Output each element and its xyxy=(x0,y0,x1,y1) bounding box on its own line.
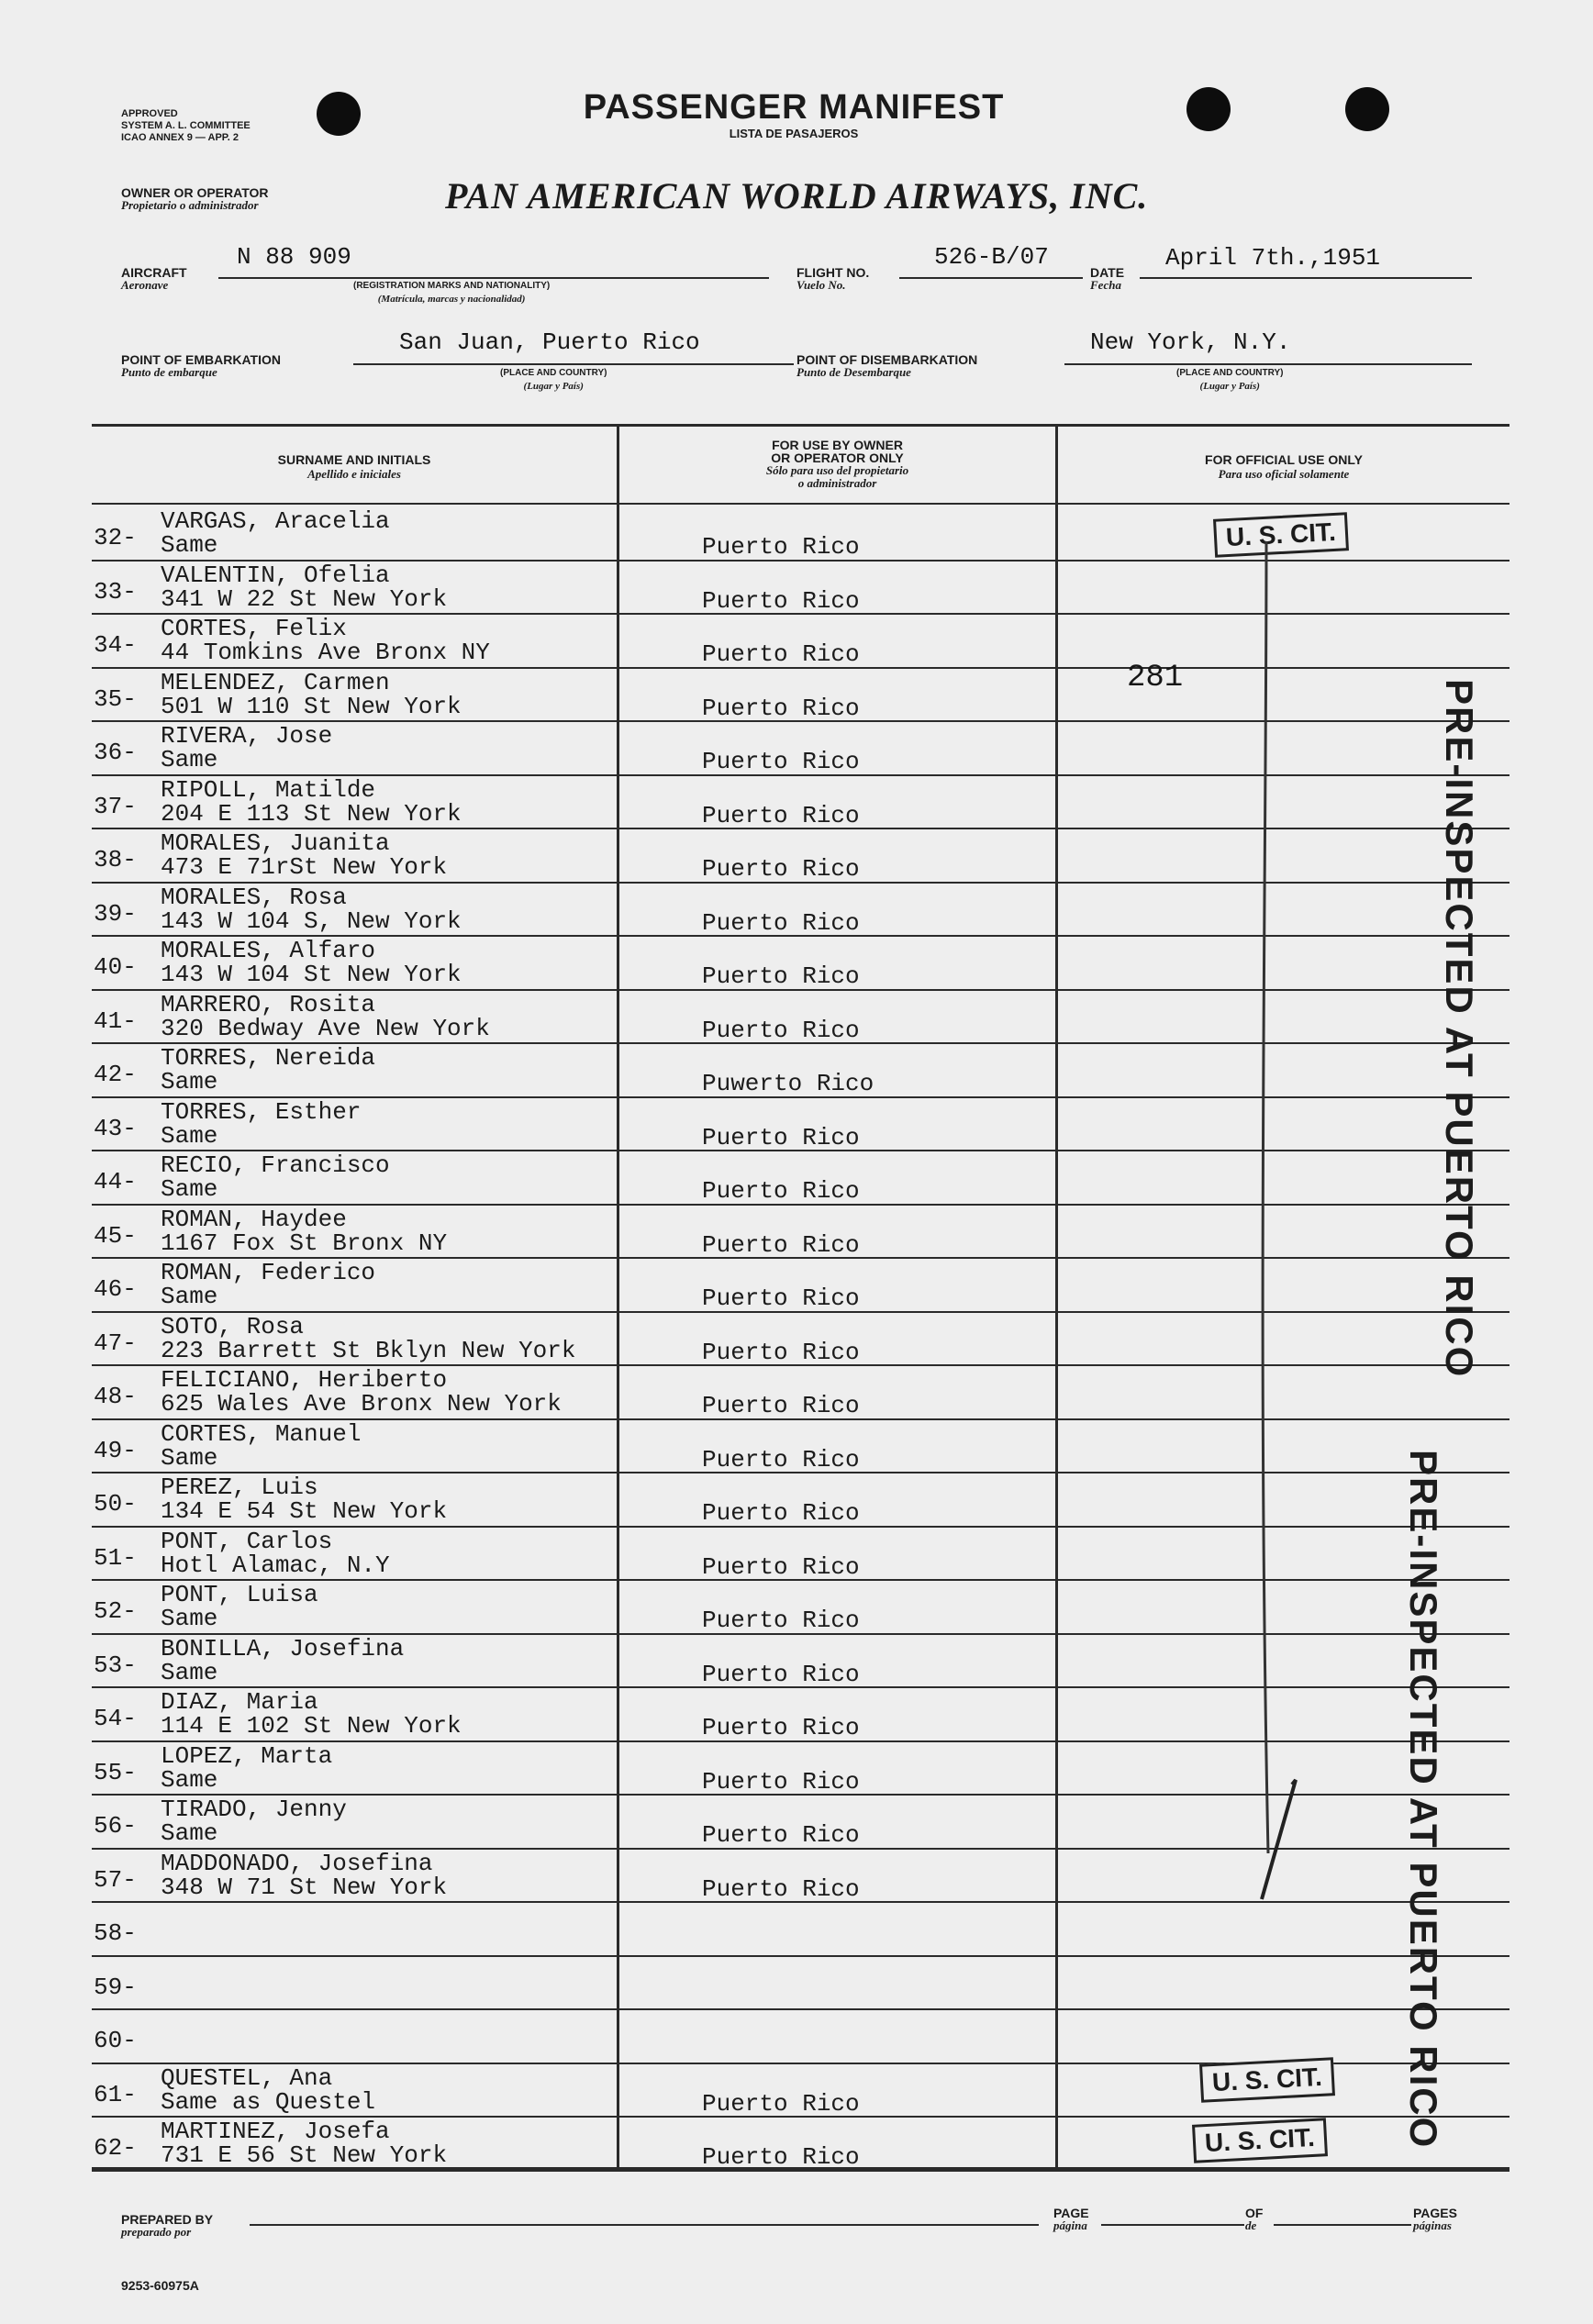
passenger-address: Same xyxy=(161,531,218,559)
passenger-address: 501 W 110 St New York xyxy=(161,693,462,720)
owner-label: OWNER OR OPERATOR Propietario o administrador xyxy=(121,185,269,212)
passenger-origin: Puerto Rico xyxy=(702,587,860,615)
row-number: 49- xyxy=(94,1437,137,1464)
passenger-address: Same xyxy=(161,1122,218,1150)
passenger-address: 341 W 22 St New York xyxy=(161,585,448,613)
row-rule xyxy=(92,1955,1509,1957)
passenger-origin: Puerto Rico xyxy=(702,802,860,829)
passenger-origin: Puerto Rico xyxy=(702,1875,860,1903)
row-number: 50- xyxy=(94,1490,137,1518)
passenger-origin: Puerto Rico xyxy=(702,1446,860,1473)
passenger-name: VALENTIN, Ofelia xyxy=(161,562,390,589)
row-number: 52- xyxy=(94,1597,137,1625)
passenger-origin: Puerto Rico xyxy=(702,1821,860,1849)
row-number: 62- xyxy=(94,2134,137,2162)
row-rule xyxy=(92,2008,1509,2010)
passenger-name: CORTES, Manuel xyxy=(161,1420,362,1448)
passenger-name: TIRADO, Jenny xyxy=(161,1796,347,1823)
passenger-origin: Puerto Rico xyxy=(702,1768,860,1796)
row-number: 47- xyxy=(94,1329,137,1357)
us-citizen-stamp: U. S. CIT. xyxy=(1213,512,1349,558)
passenger-name: MARTINEZ, Josefa xyxy=(161,2118,390,2145)
passenger-name: PONT, Luisa xyxy=(161,1581,318,1608)
row-number: 57- xyxy=(94,1866,137,1894)
passenger-name: TORRES, Esther xyxy=(161,1098,362,1126)
passenger-name: TORRES, Nereida xyxy=(161,1044,376,1072)
row-number: 60- xyxy=(94,2027,137,2054)
official-number: 281 xyxy=(1127,661,1184,695)
pages-label: PAGES páginas xyxy=(1413,2206,1457,2232)
passenger-address: Same xyxy=(161,746,218,773)
row-number: 36- xyxy=(94,739,137,766)
row-number: 37- xyxy=(94,793,137,820)
passenger-origin: Puerto Rico xyxy=(702,1607,860,1634)
passenger-name: DIAZ, Maria xyxy=(161,1688,318,1716)
passenger-origin: Puerto Rico xyxy=(702,1231,860,1259)
passenger-origin: Puerto Rico xyxy=(702,533,860,561)
passenger-address: Same xyxy=(161,1283,218,1310)
column-header-operator: FOR USE BY OWNER OR OPERATOR ONLY Sólo para uso del propietario o administrador xyxy=(765,438,909,490)
passenger-address: 320 Bedway Ave New York xyxy=(161,1015,490,1042)
passenger-origin: Puerto Rico xyxy=(702,1499,860,1527)
check-mark-stroke xyxy=(1055,514,1331,1908)
page-label: PAGE página xyxy=(1053,2206,1089,2232)
passenger-origin: Puerto Rico xyxy=(702,2090,860,2118)
passenger-name: FELICIANO, Heriberto xyxy=(161,1366,448,1394)
passenger-name: RECIO, Francisco xyxy=(161,1151,390,1179)
passenger-address: 204 E 113 St New York xyxy=(161,800,462,828)
embarkation-value: San Juan, Puerto Rico xyxy=(399,328,700,356)
row-number: 40- xyxy=(94,953,137,981)
page-subtitle: LISTA DE PASAJEROS xyxy=(729,127,859,140)
passenger-origin: Puerto Rico xyxy=(702,1339,860,1366)
row-number: 55- xyxy=(94,1759,137,1786)
passenger-address: Same xyxy=(161,1444,218,1472)
row-number: 56- xyxy=(94,1812,137,1840)
passenger-address: 114 E 102 St New York xyxy=(161,1712,462,1740)
column-header-surname: SURNAME AND INITIALS Apellido e iniciales xyxy=(277,452,431,481)
date-label: DATE Fecha xyxy=(1090,265,1125,292)
passenger-address: Same xyxy=(161,1659,218,1686)
punch-hole xyxy=(1345,87,1389,131)
place-caption: (PLACE AND COUNTRY) (Lugar y País) xyxy=(1176,368,1284,392)
row-number: 51- xyxy=(94,1544,137,1572)
passenger-name: ROMAN, Federico xyxy=(161,1259,376,1286)
aircraft-label: AIRCRAFT Aeronave xyxy=(121,265,187,292)
passenger-name: MORALES, Alfaro xyxy=(161,937,376,964)
row-number: 58- xyxy=(94,1919,137,1947)
passenger-name: MARRERO, Rosita xyxy=(161,991,376,1018)
passenger-name: MADDONADO, Josefina xyxy=(161,1850,433,1877)
passenger-address: 143 W 104 S, New York xyxy=(161,907,462,935)
passenger-address: Same xyxy=(161,1175,218,1203)
row-number: 53- xyxy=(94,1651,137,1679)
date-value: April 7th.,1951 xyxy=(1165,244,1381,272)
of-label: OF de xyxy=(1245,2206,1264,2232)
disembarkation-value: New York, N.Y. xyxy=(1090,328,1291,356)
passenger-origin: Puerto Rico xyxy=(702,1017,860,1044)
row-number: 43- xyxy=(94,1115,137,1142)
punch-hole xyxy=(317,92,361,136)
row-number: 41- xyxy=(94,1007,137,1035)
passenger-name: RIPOLL, Matilde xyxy=(161,776,376,804)
passenger-name: ROMAN, Haydee xyxy=(161,1206,347,1233)
passenger-address: 44 Tomkins Ave Bronx NY xyxy=(161,639,490,666)
passenger-address: 143 W 104 St New York xyxy=(161,961,462,988)
row-number: 48- xyxy=(94,1383,137,1410)
passenger-name: PEREZ, Luis xyxy=(161,1473,318,1501)
row-number: 45- xyxy=(94,1222,137,1250)
passenger-origin: Puerto Rico xyxy=(702,1124,860,1151)
form-code: 9253-60975A xyxy=(121,2278,199,2293)
aircraft-value: N 88 909 xyxy=(237,243,351,271)
row-number: 38- xyxy=(94,846,137,873)
passenger-address: Same xyxy=(161,1766,218,1794)
row-number: 32- xyxy=(94,524,137,551)
passenger-address: Same xyxy=(161,1819,218,1847)
passenger-address: Same as Questel xyxy=(161,2088,376,2116)
row-number: 33- xyxy=(94,578,137,606)
registration-caption: (REGISTRATION MARKS AND NATIONALITY) (Matrícula, marcas y nacionalidad) xyxy=(353,281,551,305)
passenger-name: PONT, Carlos xyxy=(161,1528,333,1555)
passenger-address: 625 Wales Ave Bronx New York xyxy=(161,1390,562,1418)
row-number: 59- xyxy=(94,1974,137,2001)
passenger-address: 731 E 56 St New York xyxy=(161,2141,448,2169)
flight-value: 526-B/07 xyxy=(934,243,1049,271)
passenger-origin: Puerto Rico xyxy=(702,962,860,990)
operator-name: PAN AMERICAN WORLD AIRWAYS, INC. xyxy=(445,175,1149,217)
passenger-name: RIVERA, Jose xyxy=(161,722,333,750)
passenger-name: MORALES, Juanita xyxy=(161,829,390,857)
passenger-name: MELENDEZ, Carmen xyxy=(161,669,390,696)
preinspected-stamp: PRE-INSPECTED AT PUERTO RICO xyxy=(1402,1450,1445,2150)
passenger-name: LOPEZ, Marta xyxy=(161,1742,333,1770)
passenger-origin: Puerto Rico xyxy=(702,855,860,883)
passenger-address: 348 W 71 St New York xyxy=(161,1874,448,1901)
row-number: 46- xyxy=(94,1275,137,1303)
punch-hole xyxy=(1186,87,1231,131)
passenger-address: 1167 Fox St Bronx NY xyxy=(161,1229,448,1257)
passenger-name: MORALES, Rosa xyxy=(161,884,347,911)
passenger-origin: Puwerto Rico xyxy=(702,1070,874,1097)
page-title: PASSENGER MANIFEST xyxy=(583,88,1005,127)
passenger-origin: Puerto Rico xyxy=(702,748,860,775)
passenger-name: BONILLA, Josefina xyxy=(161,1635,405,1662)
row-number: 35- xyxy=(94,685,137,713)
passenger-address: 473 E 71rSt New York xyxy=(161,853,448,881)
approval-note: APPROVED SYSTEM A. L. COMMITTEE ICAO ANNEX 9 — APP. 2 xyxy=(121,108,251,143)
embarkation-label: POINT OF EMBARKATION Punto de embarque xyxy=(121,352,281,379)
row-number: 61- xyxy=(94,2081,137,2108)
passenger-name: SOTO, Rosa xyxy=(161,1313,305,1340)
passenger-name: QUESTEL, Ana xyxy=(161,2064,333,2092)
passenger-address: 223 Barrett St Bklyn New York xyxy=(161,1337,576,1364)
passenger-address: Same xyxy=(161,1605,218,1632)
passenger-origin: Puerto Rico xyxy=(702,1392,860,1419)
row-number: 44- xyxy=(94,1168,137,1195)
preinspected-stamp: PRE-INSPECTED AT PUERTO RICO xyxy=(1438,679,1481,1379)
column-header-official: FOR OFFICIAL USE ONLY Para uso oficial solamente xyxy=(1205,452,1363,481)
us-citizen-stamp: U. S. CIT. xyxy=(1192,2118,1328,2163)
flight-label: FLIGHT NO. Vuelo No. xyxy=(796,265,870,292)
place-caption: (PLACE AND COUNTRY) (Lugar y País) xyxy=(500,368,607,392)
passenger-origin: Puerto Rico xyxy=(702,1284,860,1312)
passenger-address: Hotl Alamac, N.Y xyxy=(161,1551,390,1579)
passenger-origin: Puerto Rico xyxy=(702,1661,860,1688)
passenger-address: 134 E 54 St New York xyxy=(161,1497,448,1525)
passenger-address: Same xyxy=(161,1068,218,1095)
passenger-origin: Puerto Rico xyxy=(702,909,860,937)
row-number: 42- xyxy=(94,1061,137,1088)
row-number: 34- xyxy=(94,631,137,659)
disembarkation-label: POINT OF DISEMBARKATION Punto de Desembarque xyxy=(796,352,978,379)
passenger-origin: Puerto Rico xyxy=(702,2143,860,2171)
row-number: 39- xyxy=(94,900,137,928)
row-number: 54- xyxy=(94,1705,137,1732)
passenger-origin: Puerto Rico xyxy=(702,640,860,668)
us-citizen-stamp: U. S. CIT. xyxy=(1199,2057,1335,2103)
passenger-origin: Puerto Rico xyxy=(702,1177,860,1205)
passenger-origin: Puerto Rico xyxy=(702,1714,860,1741)
passenger-origin: Puerto Rico xyxy=(702,695,860,722)
passenger-origin: Puerto Rico xyxy=(702,1553,860,1581)
prepared-by-label: PREPARED BY preparado por xyxy=(121,2212,214,2239)
passenger-name: CORTES, Felix xyxy=(161,615,347,642)
passenger-name: VARGAS, Aracelia xyxy=(161,507,390,535)
